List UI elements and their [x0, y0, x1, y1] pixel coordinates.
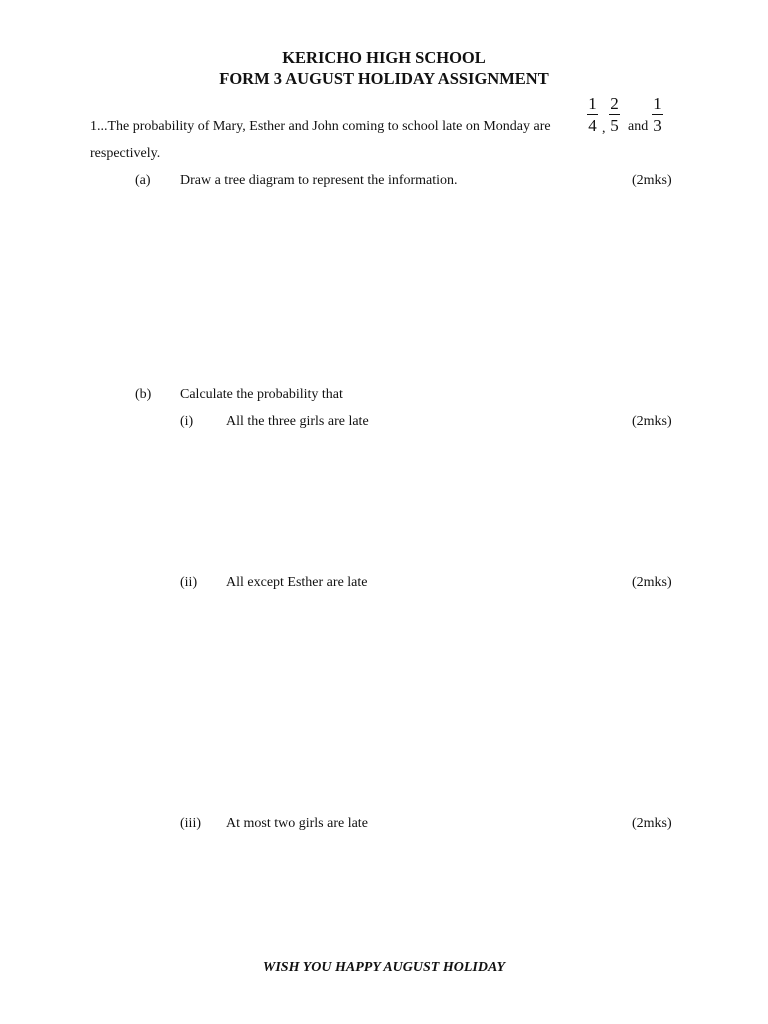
part-a-marks: (2mks) [632, 173, 672, 188]
fraction-denominator: 3 [653, 116, 662, 135]
sub-item-text: All except Esther are late [226, 575, 368, 590]
sub-item-label: (i) [180, 414, 194, 429]
part-b-label: (b) [135, 387, 152, 402]
fraction-numerator: 1 [653, 94, 662, 113]
fraction-numerator: 2 [610, 94, 619, 113]
part-a-text: Draw a tree diagram to represent the information. [180, 173, 458, 188]
fraction-bar [652, 114, 663, 115]
fraction-separator: , [602, 121, 606, 136]
part-a-label: (a) [135, 173, 151, 188]
fraction-denominator: 4 [588, 116, 597, 135]
fraction-esther [609, 95, 620, 134]
fraction-bar [609, 114, 620, 115]
part-b-text: Calculate the probability that [180, 387, 343, 402]
question-stem: 1...The probability of Mary, Esther and John coming to school late on Monday are [90, 119, 551, 134]
and-word: and [628, 119, 649, 134]
sub-item-marks: (2mks) [632, 575, 672, 590]
fraction-bar [587, 114, 598, 115]
fraction-mary [587, 95, 598, 134]
sub-item-label: (ii) [180, 575, 198, 590]
sub-item-label: (iii) [180, 816, 201, 831]
sub-item-marks: (2mks) [632, 816, 672, 831]
sub-item-text: All the three girls are late [226, 414, 369, 429]
fraction-numerator: 1 [588, 94, 597, 113]
school-name: KERICHO HIGH SCHOOL [282, 48, 486, 67]
question-continuation: respectively. [90, 146, 161, 161]
fraction-denominator: 5 [610, 116, 619, 135]
fraction-john [652, 95, 663, 134]
sub-item-text: At most two girls are late [226, 816, 368, 831]
sub-item-marks: (2mks) [632, 414, 672, 429]
footer-message: WISH YOU HAPPY AUGUST HOLIDAY [262, 960, 506, 975]
assignment-title: FORM 3 AUGUST HOLIDAY ASSIGNMENT [219, 69, 549, 88]
